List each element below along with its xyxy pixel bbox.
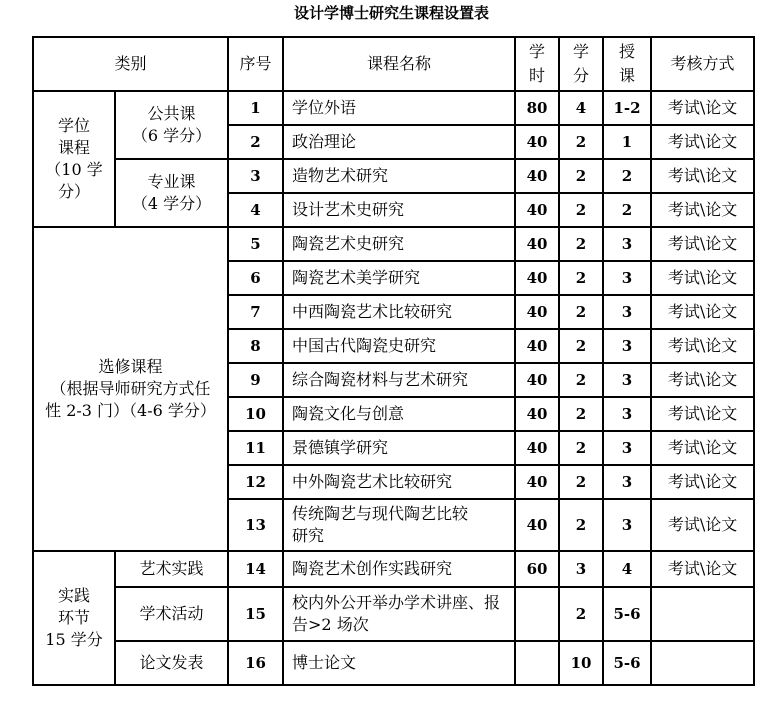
text-line: （6 学分） xyxy=(131,126,212,145)
cell-teach: 4 xyxy=(603,551,651,587)
text-line: 公共课 xyxy=(147,104,196,123)
cell-course-name: 造物艺术研究 xyxy=(283,159,515,193)
cell-credits: 3 xyxy=(559,551,603,587)
cell-teach: 3 xyxy=(603,363,651,397)
cell-seq: 8 xyxy=(228,329,283,363)
cell-course-name: 综合陶瓷材料与艺术研究 xyxy=(283,363,515,397)
text-line: 校内外公开举办学术讲座、报 xyxy=(292,593,501,612)
cell-hours: 40 xyxy=(515,193,559,227)
cell-exam: 考试\论文 xyxy=(651,91,754,125)
header-seq: 序号 xyxy=(228,37,283,91)
cell-teach: 3 xyxy=(603,397,651,431)
cell-seq: 13 xyxy=(228,499,283,551)
group-public-courses xyxy=(115,91,228,159)
cell-hours: 40 xyxy=(515,363,559,397)
text-line: （根据导师研究方式任 xyxy=(50,379,211,398)
cell-hours: 60 xyxy=(515,551,559,587)
text-line: 传统陶艺与现代陶艺比较 xyxy=(292,504,469,523)
cell-seq: 9 xyxy=(228,363,283,397)
cell-exam: 考试\论文 xyxy=(651,363,754,397)
cell-credits: 2 xyxy=(559,159,603,193)
cell-hours: 40 xyxy=(515,125,559,159)
cell-exam: 考试\论文 xyxy=(651,465,754,499)
cell-seq: 5 xyxy=(228,227,283,261)
cell-seq: 14 xyxy=(228,551,283,587)
group-academic-activity: 学术活动 xyxy=(115,587,228,641)
cell-hours xyxy=(515,587,559,641)
cell-teach: 3 xyxy=(603,261,651,295)
cell-course-name xyxy=(283,499,515,551)
cell-exam: 考试\论文 xyxy=(651,499,754,551)
cell-course-name: 设计艺术史研究 xyxy=(283,193,515,227)
cell-hours: 40 xyxy=(515,465,559,499)
cell-credits: 2 xyxy=(559,465,603,499)
text-line: （10 学 xyxy=(45,160,103,179)
header-exam: 考核方式 xyxy=(651,37,754,91)
text-line: 专业课 xyxy=(147,172,196,191)
course-table xyxy=(32,36,755,686)
cell-exam: 考试\论文 xyxy=(651,431,754,465)
cell-credits: 2 xyxy=(559,431,603,465)
cell-course-name: 博士论文 xyxy=(283,641,515,685)
text-line: 告>2 场次 xyxy=(292,615,369,634)
cell-course-name: 陶瓷艺术美学研究 xyxy=(283,261,515,295)
group-major-courses xyxy=(115,159,228,227)
text-line: 实践 xyxy=(57,586,90,605)
cell-credits: 10 xyxy=(559,641,603,685)
text-line: 研究 xyxy=(292,526,325,545)
table-row xyxy=(33,159,754,193)
cell-credits: 2 xyxy=(559,261,603,295)
cell-hours xyxy=(515,641,559,685)
cell-exam: 考试\论文 xyxy=(651,551,754,587)
header-category: 类别 xyxy=(33,37,228,91)
text-line: （4 学分） xyxy=(131,194,212,213)
cell-credits: 2 xyxy=(559,193,603,227)
cell-course-name xyxy=(283,587,515,641)
table-row xyxy=(33,91,754,125)
cell-credits: 4 xyxy=(559,91,603,125)
cell-course-name: 中西陶瓷艺术比较研究 xyxy=(283,295,515,329)
cell-seq: 2 xyxy=(228,125,283,159)
cell-teach: 5-6 xyxy=(603,641,651,685)
cell-teach: 3 xyxy=(603,499,651,551)
cell-seq: 3 xyxy=(228,159,283,193)
cell-seq: 10 xyxy=(228,397,283,431)
cell-credits: 2 xyxy=(559,587,603,641)
cell-seq: 7 xyxy=(228,295,283,329)
cell-exam: 考试\论文 xyxy=(651,397,754,431)
header-course-name: 课程名称 xyxy=(283,37,515,91)
cell-hours: 40 xyxy=(515,499,559,551)
cell-credits: 2 xyxy=(559,295,603,329)
header-row xyxy=(33,37,754,91)
cell-seq: 15 xyxy=(228,587,283,641)
cell-credits: 2 xyxy=(559,125,603,159)
cell-hours: 40 xyxy=(515,397,559,431)
header-credits: 学 分 xyxy=(559,37,603,91)
text-line: 15 学分 xyxy=(45,630,103,649)
cell-exam xyxy=(651,641,754,685)
cell-teach: 1-2 xyxy=(603,91,651,125)
cell-credits: 2 xyxy=(559,363,603,397)
cell-teach: 1 xyxy=(603,125,651,159)
group-art-practice: 艺术实践 xyxy=(115,551,228,587)
cell-hours: 40 xyxy=(515,261,559,295)
group-elective-courses xyxy=(33,227,228,551)
cell-teach: 3 xyxy=(603,329,651,363)
table-row xyxy=(33,641,754,685)
cell-course-name: 陶瓷艺术创作实践研究 xyxy=(283,551,515,587)
cell-exam: 考试\论文 xyxy=(651,193,754,227)
cell-course-name: 陶瓷艺术史研究 xyxy=(283,227,515,261)
cell-exam: 考试\论文 xyxy=(651,125,754,159)
cell-hours: 80 xyxy=(515,91,559,125)
cell-exam: 考试\论文 xyxy=(651,159,754,193)
cell-hours: 40 xyxy=(515,329,559,363)
cell-teach: 3 xyxy=(603,431,651,465)
cell-exam: 考试\论文 xyxy=(651,295,754,329)
cell-teach: 2 xyxy=(603,193,651,227)
table-row xyxy=(33,227,754,261)
text-line: 分） xyxy=(57,182,90,201)
table-row xyxy=(33,551,754,587)
cell-teach: 3 xyxy=(603,295,651,329)
group-degree-courses xyxy=(33,91,115,227)
cell-hours: 40 xyxy=(515,295,559,329)
cell-hours: 40 xyxy=(515,159,559,193)
cell-teach: 2 xyxy=(603,159,651,193)
cell-seq: 6 xyxy=(228,261,283,295)
cell-hours: 40 xyxy=(515,431,559,465)
cell-exam: 考试\论文 xyxy=(651,329,754,363)
cell-seq: 4 xyxy=(228,193,283,227)
cell-teach: 3 xyxy=(603,465,651,499)
cell-seq: 16 xyxy=(228,641,283,685)
header-hours: 学 时 xyxy=(515,37,559,91)
cell-teach: 3 xyxy=(603,227,651,261)
text-line: 选修课程 xyxy=(98,357,163,376)
cell-seq: 11 xyxy=(228,431,283,465)
cell-exam: 考试\论文 xyxy=(651,261,754,295)
cell-credits: 2 xyxy=(559,329,603,363)
cell-course-name: 中外陶瓷艺术比较研究 xyxy=(283,465,515,499)
cell-course-name: 学位外语 xyxy=(283,91,515,125)
cell-seq: 12 xyxy=(228,465,283,499)
cell-hours: 40 xyxy=(515,227,559,261)
cell-course-name: 陶瓷文化与创意 xyxy=(283,397,515,431)
group-practice xyxy=(33,551,115,685)
header-teach: 授 课 xyxy=(603,37,651,91)
cell-course-name: 中国古代陶瓷史研究 xyxy=(283,329,515,363)
cell-exam xyxy=(651,587,754,641)
cell-teach: 5-6 xyxy=(603,587,651,641)
text-line: 课程 xyxy=(57,138,90,157)
group-paper-publication: 论文发表 xyxy=(115,641,228,685)
cell-credits: 2 xyxy=(559,227,603,261)
text-line: 学位 xyxy=(57,116,90,135)
table-row xyxy=(33,587,754,641)
cell-course-name: 景德镇学研究 xyxy=(283,431,515,465)
cell-exam: 考试\论文 xyxy=(651,227,754,261)
text-line: 性 2-3 门）（4-6 学分） xyxy=(45,401,216,420)
text-line: 环节 xyxy=(57,608,90,627)
cell-course-name: 政治理论 xyxy=(283,125,515,159)
page-title: 设计学博士研究生课程设置表 xyxy=(293,4,489,22)
cell-seq: 1 xyxy=(228,91,283,125)
cell-credits: 2 xyxy=(559,397,603,431)
cell-credits: 2 xyxy=(559,499,603,551)
